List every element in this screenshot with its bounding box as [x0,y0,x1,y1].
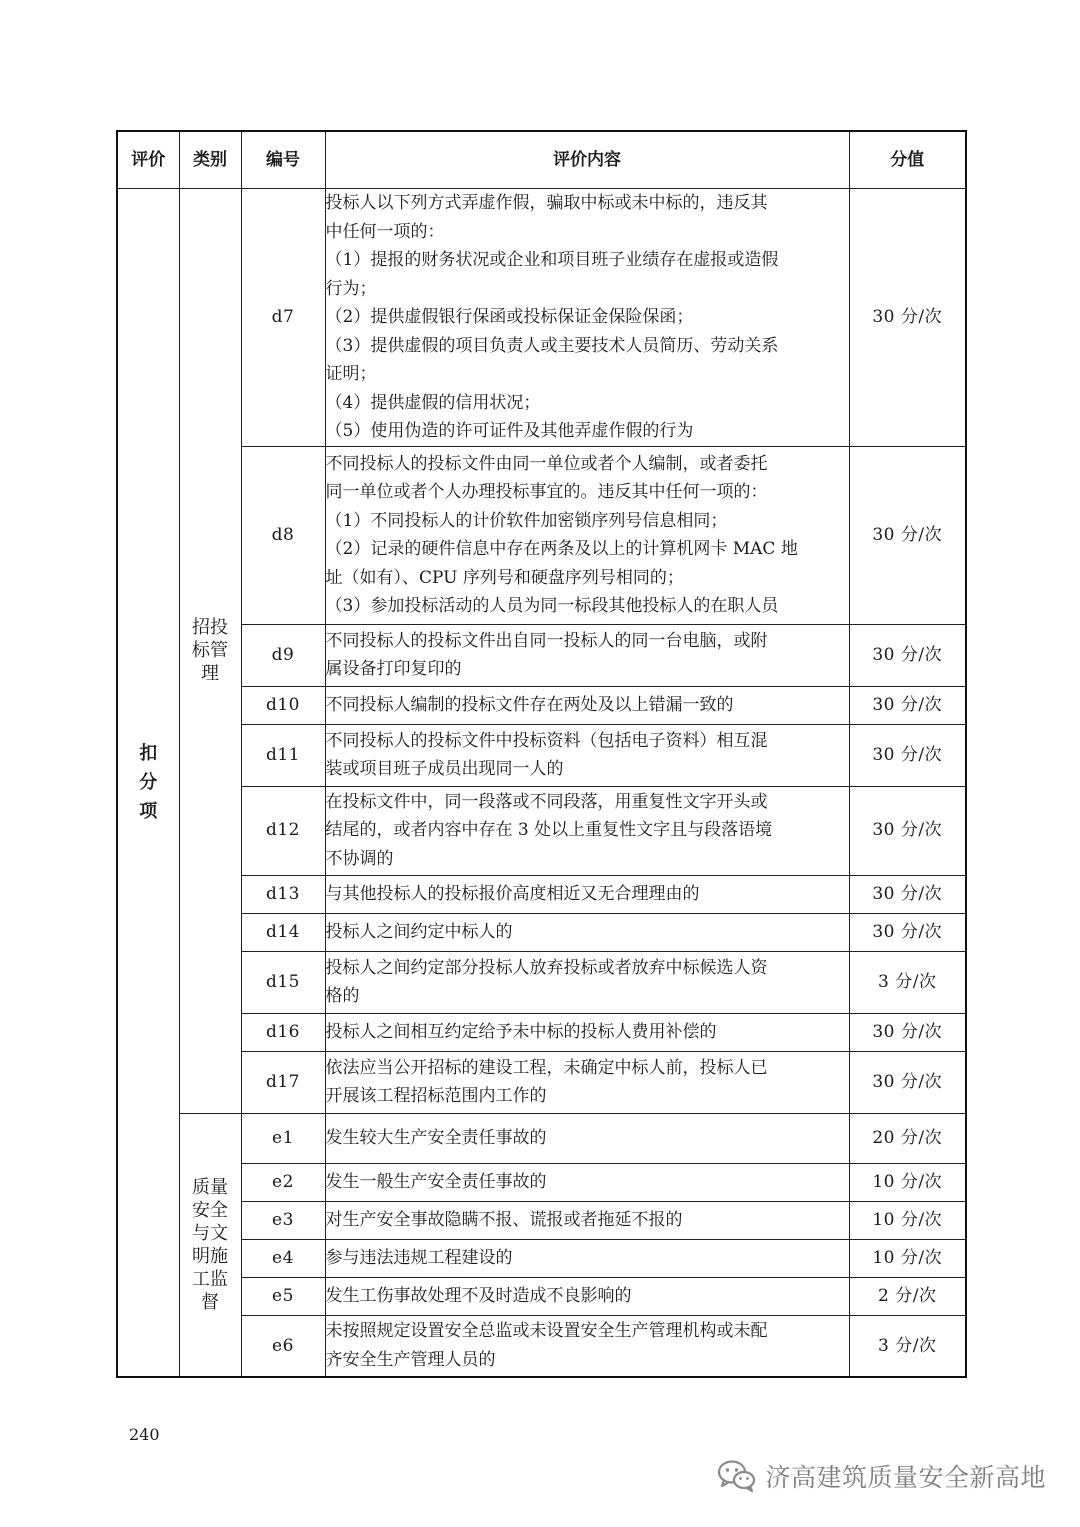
content-line: （2）提供虚假银行保函或投标保证金保险保函； [325,307,694,327]
row-score: 30 分/次 [849,446,966,624]
category-label: 招投标管理 [192,617,228,685]
category-label: 质量安全与文明施工监督 [192,1176,228,1313]
table-row [117,951,966,1013]
category-cell [179,189,241,1114]
page-number: 240 [129,1425,160,1444]
row-code: d8 [241,446,325,624]
header-code: 编号 [241,131,325,189]
row-code: d7 [241,189,325,447]
table-header-row [117,131,966,189]
row-content [325,1113,849,1163]
content-line: （5）使用伪造的许可证件及其他弄虚作假的行为 [325,421,694,441]
table-row [117,1239,966,1277]
content-line: （3）提供虚假的项目负责人或主要技术人员简历、劳动关系 [325,335,779,356]
row-score: 30 分/次 [849,1013,966,1051]
content-line: 同一单位或者个人办理投标事宜的。违反其中任何一项的： [325,482,768,502]
watermark [717,1456,1046,1496]
content-line: 发生工伤事故处理不及时造成不良影响的 [325,1285,632,1306]
row-content [325,1239,849,1277]
content-line: 格的 [325,986,360,1006]
table-row [117,189,966,447]
row-content [325,446,849,624]
row-content [325,875,849,913]
row-code: d10 [241,686,325,724]
row-code: d14 [241,913,325,951]
row-code: e4 [241,1239,325,1277]
table-row [117,1201,966,1239]
watermark-text: 济高建筑质量安全新高地 [765,1463,1046,1492]
content-line: 对生产安全事故隐瞒不报、谎报或者拖延不报的 [325,1209,683,1230]
row-content [325,189,849,447]
content-line: 址（如有）、CPU 序列号和硬盘序列号相同的； [325,567,684,588]
row-score: 30 分/次 [849,913,966,951]
row-score: 20 分/次 [849,1113,966,1163]
row-score: 30 分/次 [849,189,966,447]
content-line: 不同投标人的投标文件出自同一投标人的同一台电脑，或附 [325,630,768,651]
content-line: 不同投标人的投标文件由同一单位或者个人编制，或者委托 [325,453,768,474]
row-content [325,913,849,951]
header-evaluation: 评价 [117,131,179,189]
content-line: 行为； [325,278,377,299]
row-score: 30 分/次 [849,875,966,913]
row-code: e3 [241,1201,325,1239]
row-content [325,624,849,686]
content-line: 投标人之间约定部分投标人放弃投标或者放弃中标候选人资 [325,957,768,978]
content-line: （4）提供虚假的信用状况； [325,392,541,413]
wechat-icon [717,1459,757,1493]
evaluation-table [116,130,967,1378]
content-line: 投标人之间相互约定给予未中标的投标人费用补偿的 [325,1021,717,1042]
content-line: （1）提报的财务状况或企业和项目班子业绩存在虚报或造假 [325,250,779,270]
table-row [117,875,966,913]
row-score: 3 分/次 [849,951,966,1013]
row-code: e2 [241,1163,325,1201]
content-line: 不同投标人的投标文件中投标资料（包括电子资料）相互混 [325,730,768,751]
row-score: 3 分/次 [849,1315,966,1377]
row-content [325,724,849,786]
content-line: 开展该工程招标范围内工作的 [325,1086,547,1106]
content-line: 在投标文件中，同一段落或不同段落，用重复性文字开头或 [325,791,768,812]
row-code: d11 [241,724,325,786]
row-code: d15 [241,951,325,1013]
content-line: （1）不同投标人的计价软件加密锁序列号信息相同； [325,510,728,531]
content-line: 参与违法违规工程建设的 [325,1247,513,1268]
content-line: 依法应当公开招标的建设工程，未确定中标人前，投标人已 [325,1057,768,1078]
table-row [117,786,966,875]
row-content [325,686,849,724]
row-content [325,1315,849,1377]
row-code: d17 [241,1051,325,1113]
content-line: （3）参加投标活动的人员为同一标段其他投标人的在职人员 [325,596,779,616]
table-body [117,189,966,1378]
content-line: 不同投标人编制的投标文件存在两处及以上错漏一致的 [325,694,734,715]
row-score: 2 分/次 [849,1277,966,1315]
row-content [325,1277,849,1315]
row-code: d13 [241,875,325,913]
content-line: 结尾的，或者内容中存在 3 处以上重复性文字且与段落语境 [325,820,773,841]
row-score: 30 分/次 [849,686,966,724]
row-content [325,1051,849,1113]
table-row [117,686,966,724]
content-line: 与其他投标人的投标报价高度相近又无合理理由的 [325,883,700,904]
header-score: 分值 [849,131,966,189]
row-code: e5 [241,1277,325,1315]
row-score: 10 分/次 [849,1163,966,1201]
row-content [325,951,849,1013]
row-score: 30 分/次 [849,1051,966,1113]
content-line: 齐安全生产管理人员的 [325,1349,496,1370]
content-line: 属设备打印复印的 [325,659,462,679]
table-row [117,913,966,951]
header-category: 类别 [179,131,241,189]
row-score: 30 分/次 [849,786,966,875]
row-content [325,786,849,875]
table-row [117,1315,966,1377]
content-line: 装或项目班子成员出现同一人的 [325,759,564,779]
row-code: d16 [241,1013,325,1051]
row-code: e1 [241,1113,325,1163]
content-line: 投标人以下列方式弄虚作假，骗取中标或未中标的，违反其 [325,193,768,213]
table-row [117,1277,966,1315]
row-code: d9 [241,624,325,686]
content-line: 未按照规定设置安全总监或未设置安全生产管理机构或未配 [325,1321,768,1342]
row-content [325,1163,849,1201]
row-code: d12 [241,786,325,875]
header-content: 评价内容 [325,131,849,189]
table-row [117,1013,966,1051]
row-content [325,1201,849,1239]
row-score: 10 分/次 [849,1201,966,1239]
content-line: 中任何一项的： [325,221,445,242]
content-line: 证明； [325,364,377,384]
content-line: 投标人之间约定中标人的 [325,921,513,942]
table-row [117,446,966,624]
row-score: 30 分/次 [849,724,966,786]
table-row [117,624,966,686]
row-code: e6 [241,1315,325,1377]
row-score: 10 分/次 [849,1239,966,1277]
table-row [117,1163,966,1201]
content-line: 不协调的 [325,848,394,869]
table-row [117,1051,966,1113]
table-row [117,724,966,786]
evaluation-group-cell [117,189,179,1378]
category-cell [179,1113,241,1377]
evaluation-group-label: 扣分项 [139,743,158,822]
content-line: （2）记录的硬件信息中存在两条及以上的计算机网卡 MAC 地 [325,539,798,559]
table-row [117,1113,966,1163]
row-content [325,1013,849,1051]
row-score: 30 分/次 [849,624,966,686]
content-line: 发生一般生产安全责任事故的 [325,1171,547,1192]
content-line: 发生较大生产安全责任事故的 [325,1127,547,1148]
